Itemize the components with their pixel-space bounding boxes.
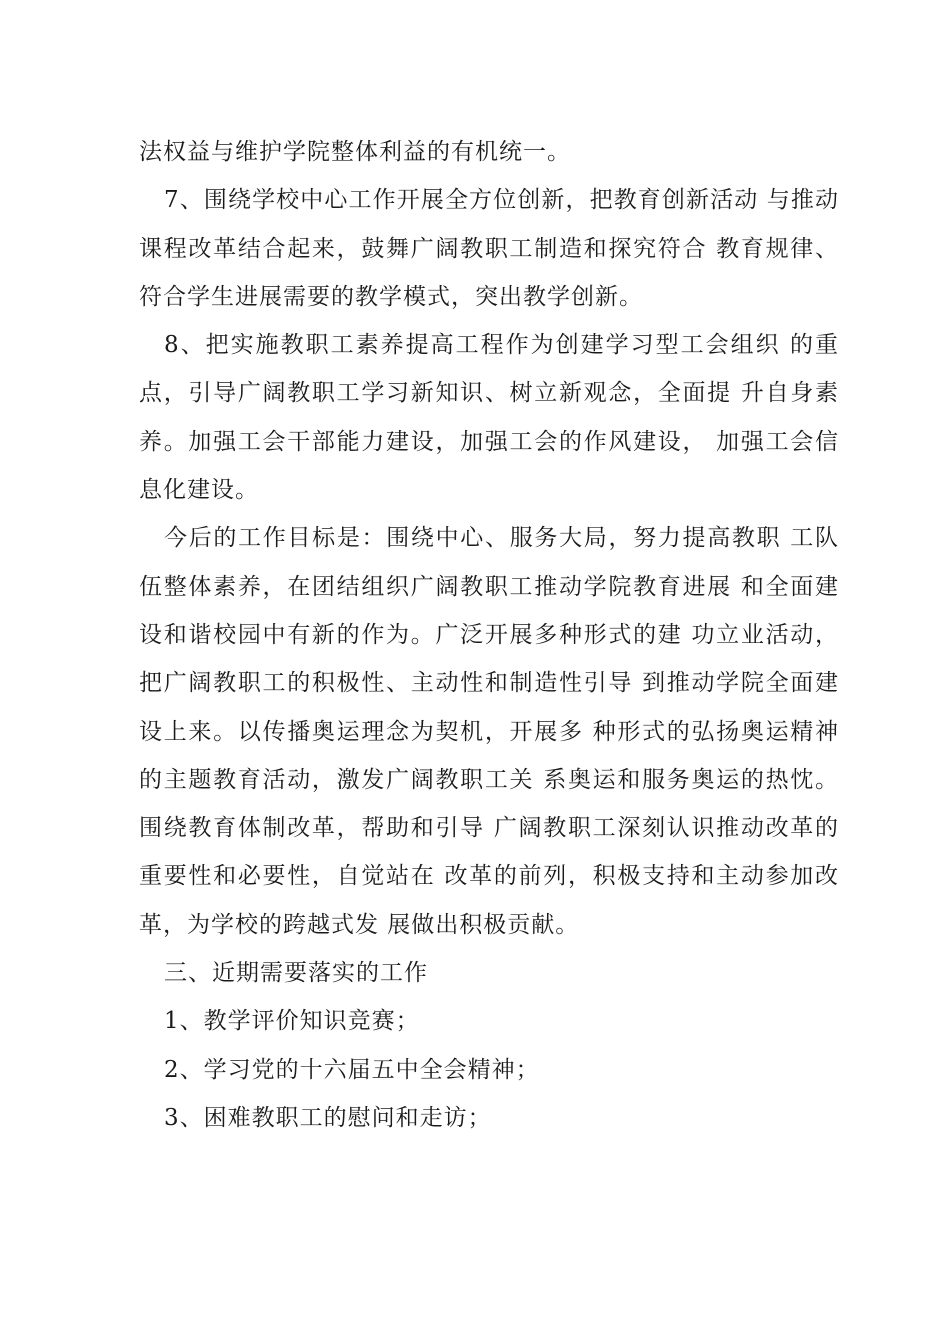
paragraph-item-8: 8、把实施教职工素养提高工程作为创建学习型工会组织 的重点，引导广阔教职工学习新知识、树立新观念，全面提 升自身素养。加强工会干部能力建设，加强工会的作风建设， 加强工会信息化建设。 (139, 332, 839, 504)
list-item-1: 1、教学评价知识竞赛； (164, 1008, 420, 1035)
paragraph-continuation: 法权益与维护学院整体利益的有机统一。 (139, 139, 571, 165)
paragraph-item-7: 7、围绕学校中心工作开展全方位创新，把教育创新活动 与推动课程改革结合起来，鼓舞广阔教职工制造和探究符合 教育规律、符合学生进展需要的教学模式，突出教学创新。 (139, 187, 839, 310)
document-body (139, 128, 839, 1142)
paragraph-work-goals: 今后的工作目标是：围绕中心、服务大局，努力提高教职 工队伍整体素养，在团结组织广阔教职工推动学院教育进展 和全面建设和谐校园中有新的作为。广泛开展多种形式的建 功立业活动，把广阔教职工的积极性、主动性和制造性引导 到推动学院全面建设上来。以传播奥运理念为契机，开展多 种形式的弘扬奥运精神的主题教育活动，激发广阔教职工关 系奥运和服务奥运的热忱。围绕教育体制改革，帮助和引导 广阔教职工深刻认识推动改革的重要性和必要性，自觉站在 改革的前列，积极支持和主动参加改革，为学校的跨越式发 展做出积极贡献。 (139, 525, 839, 938)
list-item-2: 2、学习党的十六届五中全会精神； (164, 1056, 540, 1083)
list-item-3: 3、困难教职工的慰问和走访； (164, 1104, 492, 1131)
section-heading-3: 三、近期需要落实的工作 (164, 960, 428, 987)
